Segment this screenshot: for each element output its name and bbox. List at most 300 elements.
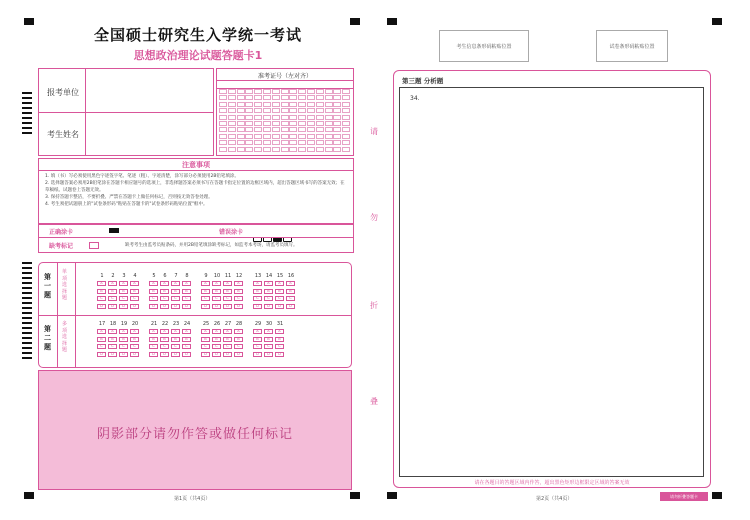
option-bubble[interactable]: C <box>253 344 262 349</box>
exam-id-bubble[interactable] <box>289 108 297 113</box>
exam-id-bubble[interactable] <box>289 134 297 139</box>
option-bubble[interactable]: C <box>182 296 191 301</box>
option-bubble[interactable]: C <box>223 344 232 349</box>
option-bubble[interactable]: B <box>182 289 191 294</box>
header-fields <box>38 68 214 156</box>
exam-id-bubble[interactable] <box>325 134 333 139</box>
option-bubble[interactable]: A <box>223 281 232 286</box>
option-bubble[interactable]: C <box>149 296 158 301</box>
option-bubble[interactable]: A <box>182 281 191 286</box>
option-bubble[interactable]: D <box>149 352 158 357</box>
exam-id-bubble[interactable] <box>237 115 245 120</box>
exam-id-bubble[interactable] <box>342 89 350 94</box>
exam-id-bubble[interactable] <box>333 121 341 126</box>
option-bubble[interactable]: B <box>253 289 262 294</box>
exam-id-bubble[interactable] <box>333 134 341 139</box>
exam-id-bubble[interactable] <box>316 121 324 126</box>
exam-id-bubble[interactable] <box>228 89 236 94</box>
option-bubble[interactable]: B <box>264 289 273 294</box>
exam-id-bubble[interactable] <box>298 102 306 107</box>
exam-id-bubble[interactable] <box>245 115 253 120</box>
option-bubble[interactable]: D <box>119 304 128 309</box>
exam-id-bubble[interactable] <box>272 121 280 126</box>
option-bubble[interactable]: C <box>160 344 169 349</box>
exam-id-bubble[interactable] <box>316 102 324 107</box>
exam-id-bubble[interactable] <box>263 102 271 107</box>
option-bubble[interactable]: D <box>223 304 232 309</box>
exam-id-bubble[interactable] <box>228 134 236 139</box>
option-bubble[interactable]: C <box>97 344 106 349</box>
question-number-label: 31 <box>276 321 284 327</box>
timing-bar <box>22 302 32 304</box>
option-bubble[interactable]: A <box>253 329 262 334</box>
exam-id-bubble[interactable] <box>219 95 227 100</box>
option-bubble[interactable]: B <box>223 337 232 342</box>
note-item: 1. 填（书）写必须使用黑色字迹签字笔、笔迹（粗）、字迹清楚，涂写部分必须使用2B铅笔填涂。 <box>45 174 239 179</box>
exam-id-bubble[interactable] <box>281 89 289 94</box>
exam-id-bubble[interactable] <box>342 140 350 145</box>
option-bubble[interactable]: C <box>253 296 262 301</box>
exam-id-bubble[interactable] <box>245 95 253 100</box>
option-bubble[interactable]: D <box>160 304 169 309</box>
exam-id-bubble[interactable] <box>228 121 236 126</box>
option-bubble[interactable]: D <box>171 352 180 357</box>
exam-id-bubble[interactable] <box>263 147 271 152</box>
option-bubble[interactable]: B <box>171 289 180 294</box>
option-bubble[interactable]: B <box>130 289 139 294</box>
option-bubble[interactable]: C <box>223 296 232 301</box>
exam-id-bubble[interactable] <box>298 95 306 100</box>
exam-id-bubble[interactable] <box>289 121 297 126</box>
option-bubble[interactable]: D <box>253 352 262 357</box>
option-bubble[interactable]: A <box>149 329 158 334</box>
student-name-label: 考生姓名 <box>47 130 79 139</box>
option-bubble[interactable]: B <box>119 289 128 294</box>
exam-id-bubble[interactable] <box>307 140 315 145</box>
exam-id-bubble[interactable] <box>316 147 324 152</box>
exam-id-bubble[interactable] <box>333 108 341 113</box>
option-bubble[interactable]: A <box>130 281 139 286</box>
exam-id-bubble[interactable] <box>228 115 236 120</box>
option-bubble[interactable]: A <box>149 281 158 286</box>
exam-id-bubble[interactable] <box>263 108 271 113</box>
exam-id-bubble[interactable] <box>289 147 297 152</box>
exam-id-bubble[interactable] <box>281 108 289 113</box>
option-bubble[interactable]: D <box>275 304 284 309</box>
timing-bar <box>22 357 32 359</box>
option-bubble[interactable]: C <box>108 296 117 301</box>
option-bubble[interactable]: C <box>108 344 117 349</box>
exam-id-bubble[interactable] <box>245 102 253 107</box>
alignment-mark <box>712 492 722 499</box>
exam-id-bubble[interactable] <box>342 108 350 113</box>
option-bubble[interactable]: D <box>171 304 180 309</box>
option-bubble[interactable]: B <box>223 289 232 294</box>
exam-id-bubble[interactable] <box>289 127 297 132</box>
option-bubble[interactable]: D <box>234 352 243 357</box>
exam-id-bubble[interactable] <box>281 127 289 132</box>
exam-id-bubble[interactable] <box>307 108 315 113</box>
exam-id-bubble[interactable] <box>254 108 262 113</box>
exam-id-bubble[interactable] <box>281 115 289 120</box>
exam-id-bubble[interactable] <box>316 89 324 94</box>
exam-id-bubble[interactable] <box>342 121 350 126</box>
option-bubble[interactable]: A <box>130 329 139 334</box>
exam-id-bubble[interactable] <box>272 115 280 120</box>
exam-id-bubble[interactable] <box>272 108 280 113</box>
option-bubble[interactable]: C <box>264 344 273 349</box>
option-bubble[interactable]: D <box>201 352 210 357</box>
option-bubble[interactable]: B <box>130 337 139 342</box>
option-bubble[interactable]: C <box>275 344 284 349</box>
exam-id-bubble[interactable] <box>272 95 280 100</box>
option-bubble[interactable]: B <box>97 337 106 342</box>
exam-id-bubble[interactable] <box>316 127 324 132</box>
exam-id-bubble[interactable] <box>228 147 236 152</box>
timing-bar <box>22 292 32 294</box>
option-bubble[interactable]: A <box>234 329 243 334</box>
option-bubble[interactable]: B <box>119 337 128 342</box>
exam-id-bubble[interactable] <box>298 89 306 94</box>
option-bubble[interactable]: D <box>108 304 117 309</box>
exam-id-bubble[interactable] <box>289 89 297 94</box>
exam-id-bubble[interactable] <box>237 147 245 152</box>
option-bubble[interactable]: D <box>264 304 273 309</box>
exam-id-bubble[interactable] <box>237 127 245 132</box>
exam-id-bubble[interactable] <box>254 127 262 132</box>
exam-id-bubble[interactable] <box>325 108 333 113</box>
option-bubble[interactable]: A <box>119 329 128 334</box>
exam-id-bubble[interactable] <box>254 147 262 152</box>
exam-id-bubble[interactable] <box>219 127 227 132</box>
question-number-label: 9 <box>204 273 208 279</box>
exam-id-bubble[interactable] <box>298 121 306 126</box>
exam-id-bubble[interactable] <box>263 140 271 145</box>
option-bubble[interactable]: D <box>201 304 210 309</box>
option-bubble[interactable]: A <box>160 281 169 286</box>
exam-id-bubble[interactable] <box>325 102 333 107</box>
exam-id-bubble[interactable] <box>307 89 315 94</box>
exam-id-bubble[interactable] <box>237 89 245 94</box>
exam-id-bubble[interactable] <box>333 115 341 120</box>
exam-id-bubble[interactable] <box>316 108 324 113</box>
option-bubble[interactable]: D <box>212 304 221 309</box>
exam-id-bubble[interactable] <box>307 115 315 120</box>
exam-id-bubble[interactable] <box>219 121 227 126</box>
exam-id-bubble[interactable] <box>228 127 236 132</box>
exam-id-bubble[interactable] <box>325 95 333 100</box>
option-bubble[interactable]: B <box>234 337 243 342</box>
question-number-label: 22 <box>161 321 169 327</box>
option-bubble[interactable]: B <box>182 337 191 342</box>
option-bubble[interactable]: A <box>201 329 210 334</box>
option-bubble[interactable]: D <box>108 352 117 357</box>
exam-id-bubble[interactable] <box>263 121 271 126</box>
exam-id-bubble[interactable] <box>263 89 271 94</box>
exam-id-bubble[interactable] <box>342 115 350 120</box>
exam-id-bubble[interactable] <box>307 127 315 132</box>
option-bubble[interactable]: A <box>212 329 221 334</box>
option-bubble[interactable]: A <box>171 329 180 334</box>
exam-id-bubble[interactable] <box>333 95 341 100</box>
exam-id-bubble[interactable] <box>245 140 253 145</box>
option-bubble[interactable]: D <box>182 352 191 357</box>
timing-bar <box>22 317 32 319</box>
exam-id-bubble[interactable] <box>254 115 262 120</box>
exam-id-bubble[interactable] <box>289 140 297 145</box>
exam-id-bubble[interactable] <box>254 102 262 107</box>
shaded-area-text: 阴影部分请勿作答或做任何标记 <box>96 427 293 442</box>
option-bubble[interactable]: A <box>108 281 117 286</box>
option-bubble[interactable]: C <box>212 344 221 349</box>
option-bubble[interactable]: A <box>201 281 210 286</box>
exam-id-bubble[interactable] <box>281 121 289 126</box>
option-bubble[interactable]: D <box>253 304 262 309</box>
timing-bar <box>22 277 32 279</box>
option-bubble[interactable]: B <box>108 289 117 294</box>
exam-id-bubble[interactable] <box>281 134 289 139</box>
exam-id-bubble[interactable] <box>298 108 306 113</box>
option-bubble[interactable]: A <box>97 329 106 334</box>
exam-id-bubble[interactable] <box>325 147 333 152</box>
exam-id-bubble[interactable] <box>228 95 236 100</box>
option-bubble[interactable]: C <box>119 344 128 349</box>
exam-id-label: 准考证号（左对齐） <box>257 73 312 80</box>
option-bubble[interactable]: A <box>275 281 284 286</box>
exam-id-bubble[interactable] <box>342 95 350 100</box>
option-bubble[interactable]: D <box>97 352 106 357</box>
exam-id-bubble[interactable] <box>298 115 306 120</box>
option-bubble[interactable]: B <box>212 289 221 294</box>
question-number-label: 26 <box>213 321 221 327</box>
option-bubble[interactable]: B <box>234 289 243 294</box>
exam-id-bubble[interactable] <box>307 121 315 126</box>
exam-id-bubble[interactable] <box>219 102 227 107</box>
option-bubble[interactable]: C <box>97 296 106 301</box>
exam-id-bubble[interactable] <box>333 127 341 132</box>
option-bubble[interactable]: C <box>234 296 243 301</box>
option-bubble[interactable]: B <box>201 337 210 342</box>
exam-id-bubble[interactable] <box>333 102 341 107</box>
student-name-field[interactable] <box>86 113 213 155</box>
option-bubble[interactable]: D <box>264 352 273 357</box>
option-bubble[interactable]: A <box>264 329 273 334</box>
option-bubble[interactable]: C <box>275 296 284 301</box>
exam-id-bubble[interactable] <box>289 102 297 107</box>
exam-id-bubble[interactable] <box>298 147 306 152</box>
exam-id-bubble[interactable] <box>237 102 245 107</box>
exam-id-bubble[interactable] <box>263 115 271 120</box>
option-bubble[interactable]: B <box>160 337 169 342</box>
section-title: 第三题 分析题 <box>402 77 444 85</box>
exam-id-bubble[interactable] <box>272 147 280 152</box>
option-bubble[interactable]: D <box>119 352 128 357</box>
option-bubble[interactable]: C <box>201 296 210 301</box>
exam-id-bubble[interactable] <box>289 115 297 120</box>
exam-id-bubble[interactable] <box>325 89 333 94</box>
exam-id-bubble[interactable] <box>219 108 227 113</box>
option-bubble[interactable]: C <box>286 296 295 301</box>
option-bubble[interactable]: A <box>275 329 284 334</box>
exam-id-bubble[interactable] <box>281 102 289 107</box>
option-bubble[interactable]: D <box>234 304 243 309</box>
option-bubble[interactable]: B <box>149 337 158 342</box>
option-bubble[interactable]: A <box>182 329 191 334</box>
exam-id-bubble[interactable] <box>333 147 341 152</box>
option-bubble[interactable]: C <box>212 296 221 301</box>
exam-id-bubble[interactable] <box>237 134 245 139</box>
option-bubble[interactable]: C <box>201 344 210 349</box>
exam-id-bubble[interactable] <box>325 121 333 126</box>
exam-id-bubble[interactable] <box>254 121 262 126</box>
exam-id-bubble[interactable] <box>254 134 262 139</box>
option-bubble[interactable]: C <box>264 296 273 301</box>
exam-id-bubble[interactable] <box>307 147 315 152</box>
option-bubble[interactable]: A <box>264 281 273 286</box>
absence-bubble[interactable] <box>89 242 99 249</box>
exam-unit-field[interactable] <box>86 69 213 113</box>
option-bubble[interactable]: B <box>201 289 210 294</box>
exam-id-bubble[interactable] <box>272 102 280 107</box>
option-bubble[interactable]: D <box>130 304 139 309</box>
answer-area[interactable] <box>400 103 703 475</box>
exam-id-bubble[interactable] <box>245 147 253 152</box>
option-bubble[interactable]: B <box>275 337 284 342</box>
exam-id-bubble[interactable] <box>272 127 280 132</box>
option-bubble[interactable]: A <box>97 281 106 286</box>
exam-id-bubble[interactable] <box>316 115 324 120</box>
option-bubble[interactable]: D <box>212 352 221 357</box>
exam-id-bubble[interactable] <box>254 95 262 100</box>
exam-id-bubble[interactable] <box>237 121 245 126</box>
exam-id-bubble[interactable] <box>237 95 245 100</box>
exam-id-bubble[interactable] <box>245 121 253 126</box>
question-number-label: 1 <box>100 273 104 279</box>
option-bubble[interactable]: D <box>160 352 169 357</box>
option-bubble[interactable]: B <box>160 289 169 294</box>
option-bubble[interactable]: A <box>160 329 169 334</box>
option-bubble[interactable]: B <box>286 289 295 294</box>
option-bubble[interactable]: A <box>171 281 180 286</box>
exam-id-bubble[interactable] <box>316 134 324 139</box>
option-bubble[interactable]: D <box>223 352 232 357</box>
exam-id-bubble[interactable] <box>316 95 324 100</box>
exam-id-bubble[interactable] <box>298 140 306 145</box>
exam-id-bubble[interactable] <box>307 95 315 100</box>
option-bubble[interactable]: D <box>149 304 158 309</box>
option-bubble[interactable]: A <box>119 281 128 286</box>
option-bubble[interactable]: C <box>119 296 128 301</box>
correct-fill-label: 正确涂卡 <box>49 229 74 236</box>
exam-id-bubble[interactable] <box>263 134 271 139</box>
exam-id-bubble[interactable] <box>307 134 315 139</box>
option-bubble[interactable]: B <box>264 337 273 342</box>
exam-id-bubble[interactable] <box>342 147 350 152</box>
exam-id-bubble[interactable] <box>333 89 341 94</box>
option-bubble[interactable]: C <box>171 344 180 349</box>
option-bubble[interactable]: A <box>234 281 243 286</box>
exam-id-bubble[interactable] <box>325 140 333 145</box>
exam-id-bubble[interactable] <box>272 134 280 139</box>
option-bubble[interactable]: D <box>182 304 191 309</box>
option-bubble[interactable]: A <box>223 329 232 334</box>
exam-id-bubble[interactable] <box>254 89 262 94</box>
option-bubble[interactable]: B <box>212 337 221 342</box>
exam-id-bubble[interactable] <box>263 95 271 100</box>
exam-id-bubble[interactable] <box>298 127 306 132</box>
option-bubble[interactable]: D <box>286 304 295 309</box>
option-bubble[interactable]: C <box>171 296 180 301</box>
exam-id-bubble[interactable] <box>325 115 333 120</box>
option-bubble[interactable]: A <box>286 281 295 286</box>
exam-id-bubble[interactable] <box>228 108 236 113</box>
exam-id-bubble[interactable] <box>272 89 280 94</box>
option-bubble[interactable]: D <box>275 352 284 357</box>
option-bubble[interactable]: C <box>182 344 191 349</box>
option-bubble[interactable]: A <box>212 281 221 286</box>
exam-id-bubble[interactable] <box>342 127 350 132</box>
option-bubble[interactable]: C <box>130 296 139 301</box>
exam-id-bubble[interactable] <box>237 108 245 113</box>
option-bubble[interactable]: B <box>275 289 284 294</box>
side-text-char: 请 <box>370 127 378 136</box>
exam-id-bubble[interactable] <box>281 147 289 152</box>
exam-id-bubble[interactable] <box>219 140 227 145</box>
option-bubble[interactable]: C <box>160 296 169 301</box>
timing-bar <box>22 272 32 274</box>
option-bubble[interactable]: D <box>97 304 106 309</box>
exam-id-bubble[interactable] <box>272 140 280 145</box>
exam-id-bubble[interactable] <box>298 134 306 139</box>
option-bubble[interactable]: D <box>130 352 139 357</box>
exam-id-bubble[interactable] <box>219 89 227 94</box>
option-bubble[interactable]: B <box>149 289 158 294</box>
exam-id-bubble[interactable] <box>307 102 315 107</box>
exam-id-bubble[interactable] <box>333 140 341 145</box>
question-number-label: 3 <box>122 273 126 279</box>
timing-bar <box>22 312 32 314</box>
option-bubble[interactable]: A <box>253 281 262 286</box>
option-bubble[interactable]: B <box>97 289 106 294</box>
option-bubble[interactable]: C <box>149 344 158 349</box>
exam-id-bubble[interactable] <box>289 95 297 100</box>
option-bubble[interactable]: B <box>171 337 180 342</box>
exam-id-bubble[interactable] <box>219 115 227 120</box>
option-bubble[interactable]: B <box>108 337 117 342</box>
exam-id-bubble[interactable] <box>325 127 333 132</box>
exam-id-bubble[interactable] <box>281 95 289 100</box>
exam-id-bubble[interactable] <box>245 89 253 94</box>
option-bubble[interactable]: B <box>253 337 262 342</box>
exam-id-bubble[interactable] <box>342 134 350 139</box>
option-bubble[interactable]: C <box>130 344 139 349</box>
option-bubble[interactable]: C <box>234 344 243 349</box>
exam-id-bubble[interactable] <box>245 108 253 113</box>
exam-id-bubble[interactable] <box>263 127 271 132</box>
exam-id-bubble[interactable] <box>237 140 245 145</box>
exam-id-bubble[interactable] <box>245 134 253 139</box>
exam-id-bubble[interactable] <box>281 140 289 145</box>
option-bubble[interactable]: A <box>108 329 117 334</box>
exam-id-bubble[interactable] <box>219 147 227 152</box>
exam-id-bubble[interactable] <box>245 127 253 132</box>
exam-id-bubble[interactable] <box>228 140 236 145</box>
exam-id-bubble[interactable] <box>228 102 236 107</box>
exam-id-bubble[interactable] <box>219 134 227 139</box>
exam-id-bubble[interactable] <box>316 140 324 145</box>
exam-id-bubble[interactable] <box>342 102 350 107</box>
exam-id-bubble[interactable] <box>254 140 262 145</box>
